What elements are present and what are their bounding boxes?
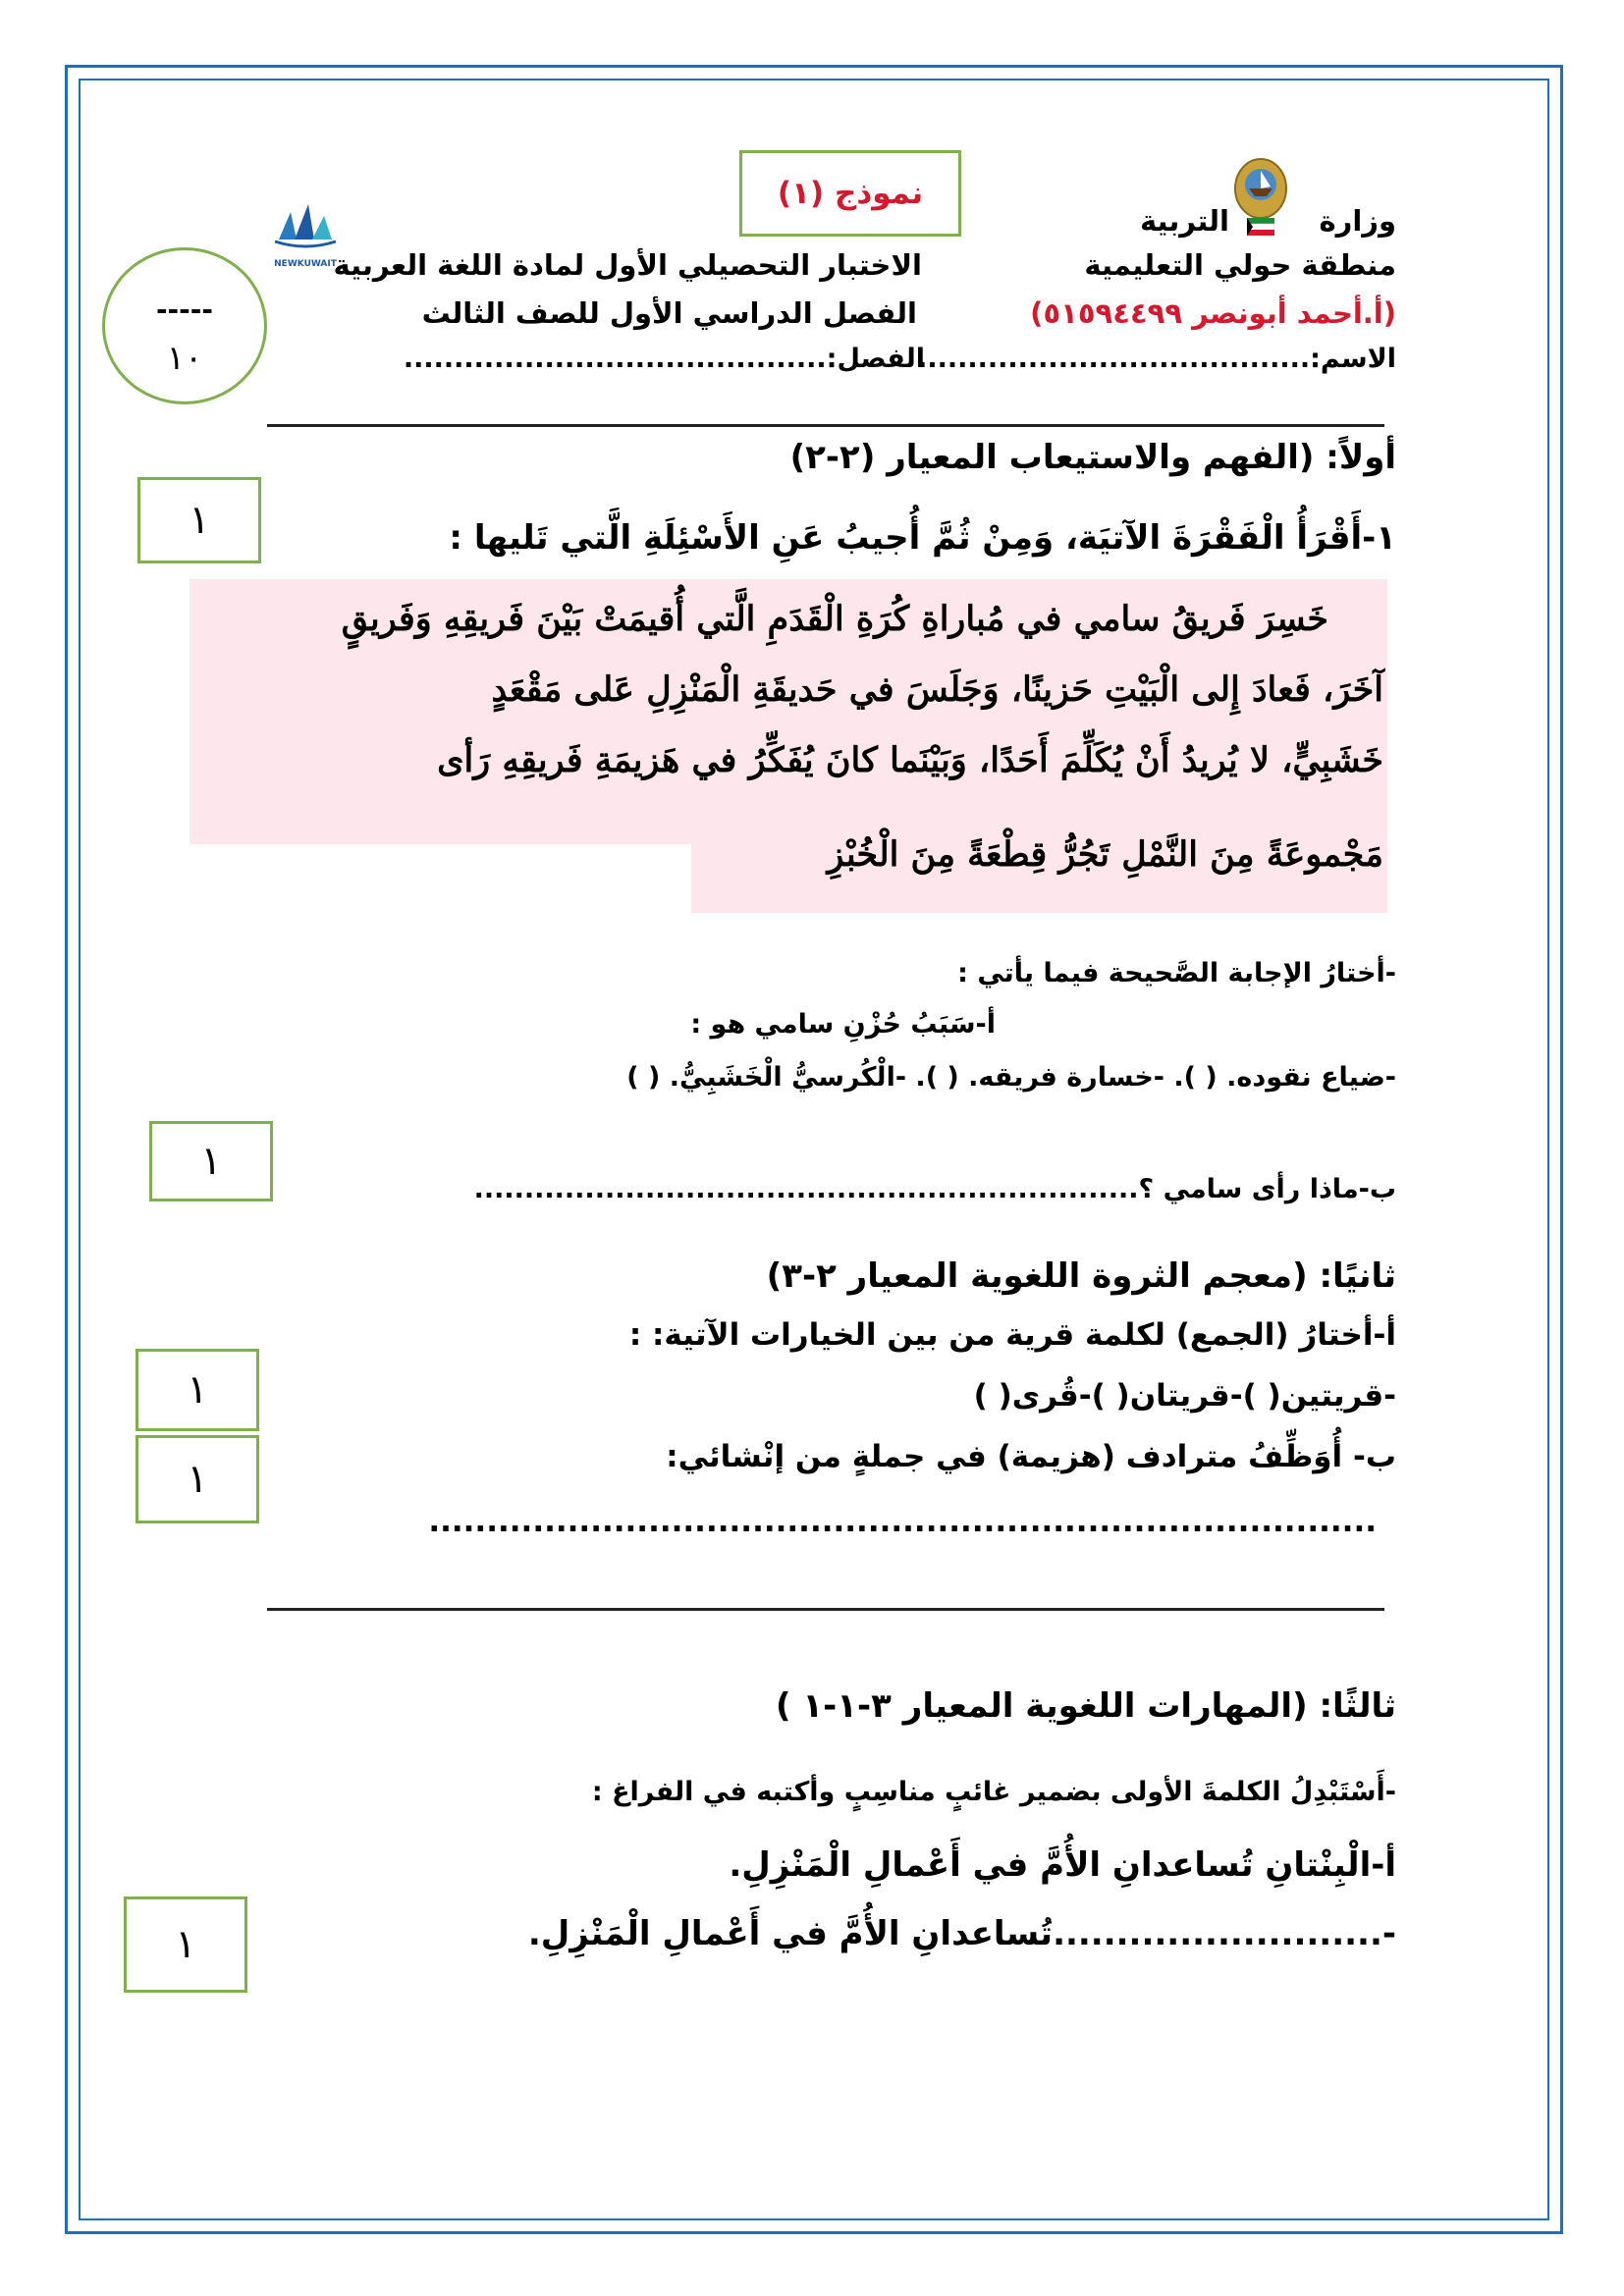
total-dashes: ----- [155,294,214,326]
question-a-options[interactable]: -ضياع نقوده. ( ). -خسارة فريقه. ( ). -الْكُرسيُّ الْخَشَبِيُّ. ( ) [626,1062,1396,1093]
passage-line: مَجْموعَةً مِنَ النَّمْلِ تَجُرُّ قِطْعَةً مِنَ الْخُبْزِ [827,834,1383,875]
logo-text: NEWKUWAIT [274,259,337,269]
passage-line: خَشَبِيٍّ، لا يُريدُ أَنْ يُكَلِّمَ أَحَدًا، وَبَيْنَما كانَ يُفَكِّرُ في هَزيمَةِ فَريقِهِ رَأى [437,740,1383,780]
exam-title: الاختبار التحصيلي الأول لمادة اللغة العربية [333,248,922,282]
section3-sentence: أ-الْبِنْتانِ تُساعدانِ الأُمَّ في أَعْمالِ الْمَنْزِلِ. [729,1845,1396,1885]
section2-answer-line[interactable]: .................................................................................. [428,1504,1377,1539]
section2-question-b: ب- أُوَظِّفُ مترادف (هزيمة) في جملةٍ من إنْشائي: [666,1439,1396,1474]
teacher-name: (أ.أحمد أبونصر ٥١٥٩٤٤٩٩) [1030,296,1396,330]
section1-instruction: ١-أَقْرَأُ الْفَقْرَةَ الآتيَة، وَمِنْ ثُمَّ أُجيبُ عَنِ الأَسْئِلَةِ الَّتي تَليها : [449,518,1396,558]
passage-text [189,579,1387,913]
district-name: منطقة حولي التعليمية [1084,248,1396,282]
section1-score-box [137,477,261,563]
ministry-sub: التربية [1139,204,1229,238]
question-b-score: ١ [200,1139,222,1184]
section2-options[interactable]: -قريتين( )-قريتان( )-قُرى( ) [973,1378,1396,1414]
page-border-inner [79,79,1549,2220]
section2-divider [267,1608,1384,1611]
model-label: نموذج (١) [777,176,924,211]
choose-instruction: -أختارُ الإجابة الصَّحيحة فيما يأتي : [957,958,1396,988]
section3-heading: ثالثًا: (المهارات اللغوية المعيار ٣-١-١ ) [775,1686,1396,1726]
section3-score-box [124,1896,247,1993]
kuwait-emblem-icon [1227,145,1294,243]
semester-title: الفصل الدراسي الأول للصف الثالث [421,296,917,330]
total-score-circle [102,247,267,404]
section2-question-a: أ-أختارُ (الجمع) لكلمة قرية من بين الخيارات الآتية: : [628,1317,1396,1353]
section2-score-a-box [135,1349,259,1431]
new-kuwait-logo [271,196,340,273]
student-name-field[interactable]: الاسم:....................................... [917,344,1396,374]
section2-score-a: ١ [187,1367,208,1413]
total-score: ١٠ [166,339,203,378]
header-divider [267,424,1384,427]
passage-line: آخَرَ، فَعادَ إِلى الْبَيْتِ حَزينًا، وَجَلَسَ في حَديقَةِ الْمَنْزِلِ عَلى مَقْعَدٍ [491,669,1383,710]
question-b[interactable]: ب-ماذا رأى سامي ؟.................................................................. [473,1174,1396,1204]
question-b-score-box [149,1121,273,1201]
section3-answer[interactable]: -..........................تُساعدانِ الأُمَّ في أَعْمالِ الْمَنْزِلِ. [527,1914,1396,1953]
passage-line: خَسِرَ فَريقُ سامي في مُباراةِ كُرَةِ الْقَدَمِ الَّتي أُقيمَتْ بَيْنَ فَريقِهِ وَفَريقٍ [341,599,1328,639]
section2-score-b: ١ [187,1457,208,1502]
class-field[interactable]: الفصل:.......................................... [403,344,925,374]
section1-heading: أولاً: (الفهم والاستيعاب المعيار (٢-٢) [789,438,1396,477]
question-a: أ-سَبَبُ حُزْنِ سامي هو : [690,1009,996,1040]
section3-instruction: -أَسْتَبْدِلُ الكلمةَ الأولى بضمير غائبٍ مناسِبٍ وأكتبه في الفراغ : [591,1777,1396,1807]
ministry-word: وزارة [1319,204,1396,238]
section2-score-b-box [135,1435,259,1523]
section3-score: ١ [175,1922,196,1967]
section1-score: ١ [189,498,210,543]
model-label-box [739,150,961,237]
section2-heading: ثانيًا: (معجم الثروة اللغوية المعيار ٢-٣) [766,1256,1396,1296]
